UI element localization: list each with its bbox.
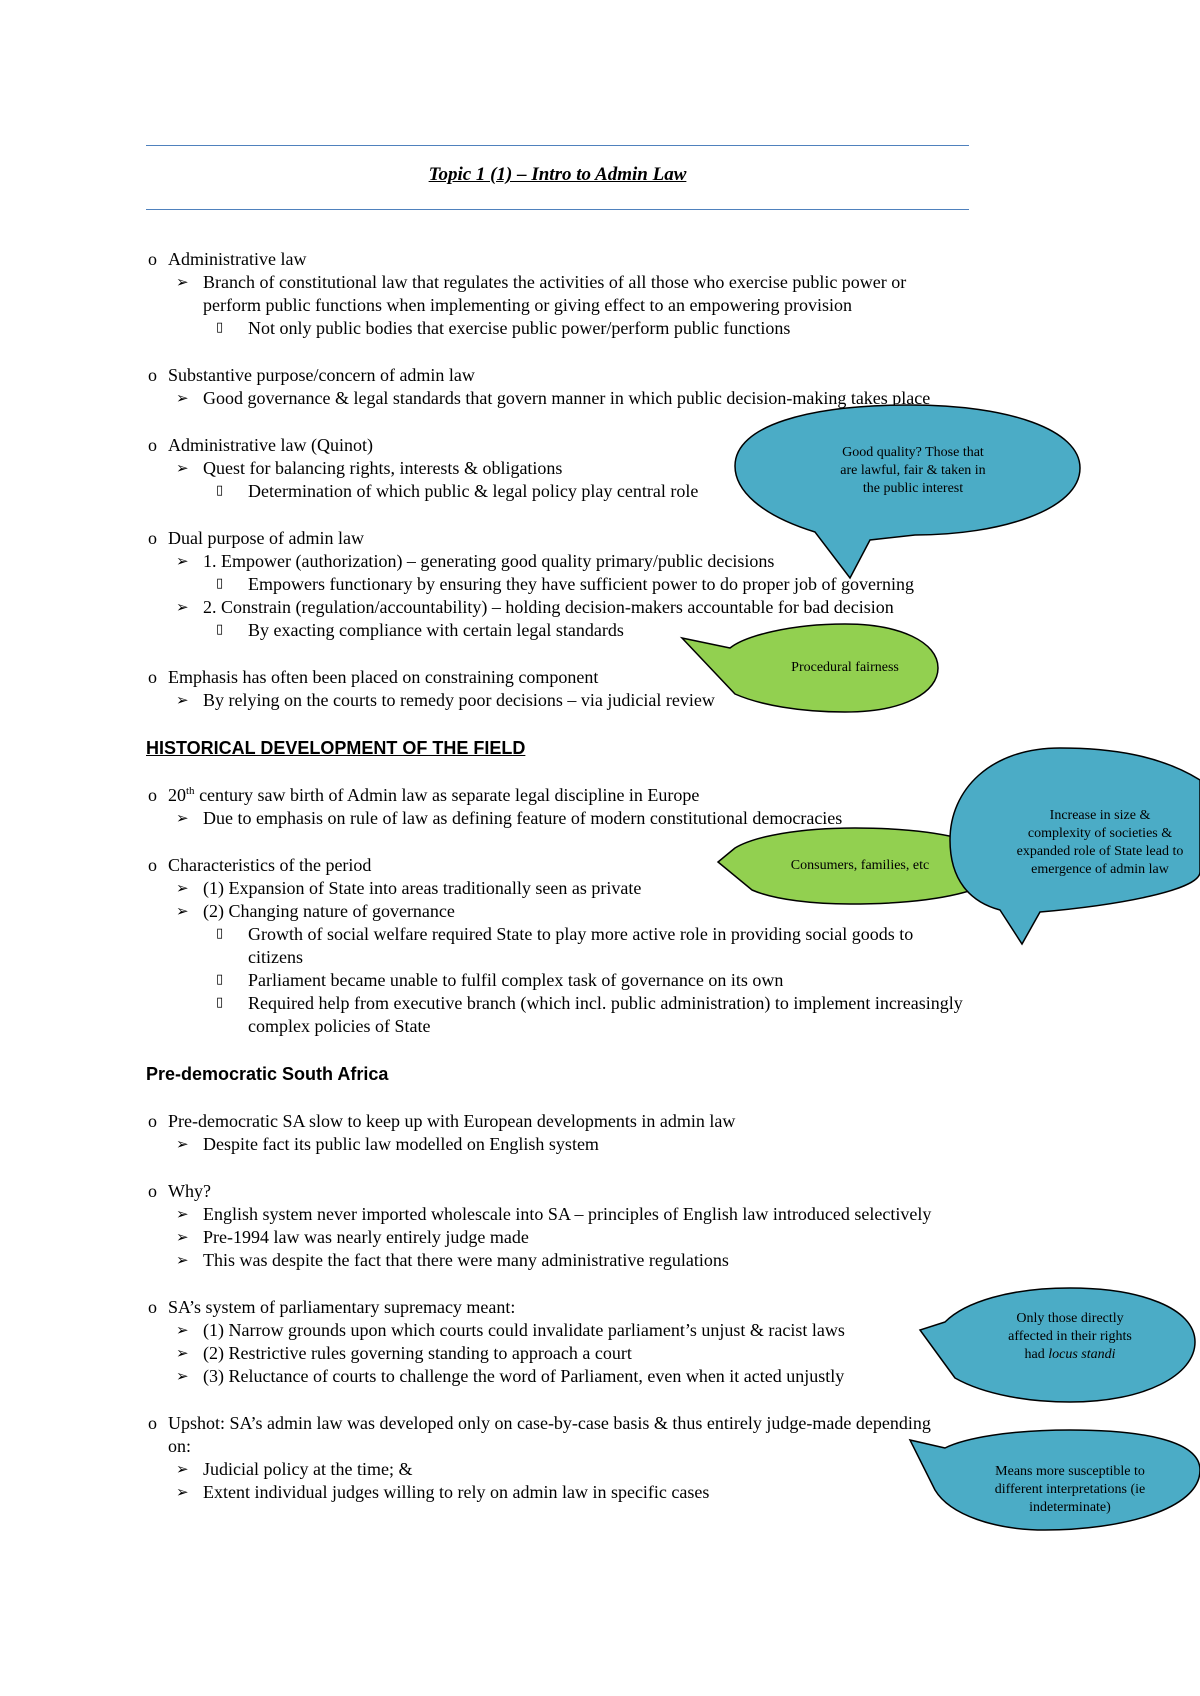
- bullet-l1: o: [148, 1297, 157, 1317]
- list-item: Administrative law (Quinot): [168, 435, 373, 455]
- callout-line: Procedural fairness: [791, 660, 899, 675]
- list-item: (2) Changing nature of governance: [203, 901, 455, 921]
- list-item: Good governance & legal standards that govern manner in which public decision-making takes place: [203, 388, 931, 408]
- list-item: Characteristics of the period: [168, 855, 372, 875]
- callout-line: emergence of admin law: [1031, 862, 1169, 877]
- bullet-l1: o: [148, 528, 157, 548]
- list-item: 2. Constrain (regulation/accountability) – holding decision-makers accountable for bad decision: [203, 597, 894, 617]
- callout-good-quality: [838, 444, 988, 498]
- callout-line: Only those directly: [1016, 1311, 1124, 1326]
- bullet-l3: ▯: [216, 622, 224, 637]
- bullet-l3: ▯: [216, 926, 224, 941]
- list-item: Determination of which public & legal policy play central role: [248, 481, 699, 501]
- century-suffix: th: [186, 785, 195, 797]
- list-item: Required help from executive branch (which incl. public administration) to implement increasingly: [248, 993, 963, 1013]
- list-item: Pre-1994 law was nearly entirely judge made: [203, 1227, 529, 1247]
- callout-line: expanded role of State lead to: [1016, 844, 1184, 859]
- list-item: Quest for balancing rights, interests & obligations: [203, 458, 563, 478]
- callout-line: the public interest: [862, 481, 964, 496]
- bullet-l3: ▯: [216, 576, 224, 591]
- bullet-l3: ▯: [216, 995, 224, 1010]
- callout-procedural-fairness: [760, 659, 930, 677]
- bullet-l2: ➢: [176, 552, 189, 570]
- list-item: Upshot: SA’s admin law was developed only on case-by-case basis & thus entirely judge-made depending: [168, 1413, 931, 1433]
- list-item: SA’s system of parliamentary supremacy meant:: [168, 1297, 516, 1317]
- bullet-l2: ➢: [176, 1460, 189, 1478]
- callout-line: Consumers, families, etc: [790, 858, 930, 873]
- list-item: Dual purpose of admin law: [168, 528, 364, 548]
- section-heading-historical: HISTORICAL DEVELOPMENT OF THE FIELD: [146, 738, 526, 758]
- list-item: This was despite the fact that there were many administrative regulations: [203, 1250, 729, 1270]
- callout-line: Increase in size &: [1049, 808, 1151, 823]
- bullet-l1: o: [148, 365, 157, 385]
- list-item: Extent individual judges willing to rely on admin law in specific cases: [203, 1482, 710, 1502]
- list-item: Branch of constitutional law that regulates the activities of all those who exercise public power or: [203, 272, 907, 292]
- callout-line: complexity of societies &: [1027, 826, 1173, 841]
- list-item: on:: [168, 1436, 192, 1456]
- callout-line: Means more susceptible to: [995, 1464, 1145, 1479]
- callout-line: are lawful, fair & taken in: [840, 463, 986, 478]
- bullet-l2: ➢: [176, 598, 189, 616]
- callout-locus-standi: [985, 1310, 1155, 1364]
- bullet-l2: ➢: [176, 273, 189, 291]
- list-item: Growth of social welfare required State to play more active role in providing social goods to: [248, 924, 914, 944]
- callout-indeterminate: [975, 1463, 1165, 1517]
- bullet-l1: o: [148, 785, 157, 805]
- bullet-l2: ➢: [176, 389, 189, 407]
- bullet-l1: o: [148, 1111, 157, 1131]
- callout-text-italic: locus standi: [1048, 1347, 1116, 1362]
- bullet-l2: ➢: [176, 1483, 189, 1501]
- list-item: Parliament became unable to fulfil complex task of governance on its own: [248, 970, 784, 990]
- bullet-l2: ➢: [176, 1251, 189, 1269]
- list-item: Empowers functionary by ensuring they have sufficient power to do proper job of governing: [248, 574, 914, 594]
- callout-line: affected in their rights: [1008, 1329, 1132, 1344]
- bullet-l2: ➢: [176, 1205, 189, 1223]
- list-item: Pre-democratic SA slow to keep up with European developments in admin law: [168, 1111, 736, 1131]
- bullet-l3: ▯: [216, 483, 224, 498]
- bullet-l2: ➢: [176, 1367, 189, 1385]
- bullet-l2: ➢: [176, 879, 189, 897]
- bullet-l2: ➢: [176, 1135, 189, 1153]
- bullet-l1: o: [148, 1181, 157, 1201]
- bullet-l2: ➢: [176, 1228, 189, 1246]
- list-item: Due to emphasis on rule of law as defining feature of modern constitutional democracies: [203, 808, 843, 828]
- list-item: Emphasis has often been placed on constraining component: [168, 667, 599, 687]
- list-item: English system never imported wholescale into SA – principles of English law introduced selectively: [203, 1204, 932, 1224]
- list-item: Administrative law: [168, 249, 307, 269]
- callout-text: had: [1024, 1347, 1049, 1362]
- bullet-l2: ➢: [176, 809, 189, 827]
- bullet-l1: o: [148, 667, 157, 687]
- bullet-l2: ➢: [176, 691, 189, 709]
- list-item: By exacting compliance with certain legal standards: [248, 620, 624, 640]
- bullet-l3: ▯: [216, 972, 224, 987]
- list-item: Judicial policy at the time; &: [203, 1459, 413, 1479]
- century-number: 20: [168, 785, 186, 805]
- list-item: Not only public bodies that exercise public power/perform public functions: [248, 318, 791, 338]
- list-item: By relying on the courts to remedy poor decisions – via judicial review: [203, 690, 715, 710]
- bullet-l2: ➢: [176, 1344, 189, 1362]
- century-text: century saw birth of Admin law as separate legal discipline in Europe: [194, 785, 700, 805]
- list-item: citizens: [248, 947, 303, 967]
- bullet-l2: ➢: [176, 1321, 189, 1339]
- callout-consumers: [770, 857, 950, 875]
- list-item: Despite fact its public law modelled on English system: [203, 1134, 599, 1154]
- page-title: Topic 1 (1) – Intro to Admin Law: [428, 164, 687, 185]
- list-item: (2) Restrictive rules governing standing to approach a court: [203, 1343, 632, 1363]
- list-item: (1) Expansion of State into areas traditionally seen as private: [203, 878, 642, 898]
- list-item: Substantive purpose/concern of admin law: [168, 365, 475, 385]
- callout-line: indeterminate): [1029, 1500, 1111, 1515]
- bullet-l1: o: [148, 1413, 157, 1433]
- bullet-l1: o: [148, 855, 157, 875]
- callout-line: Good quality? Those that: [842, 445, 984, 460]
- bullet-l1: o: [148, 435, 157, 455]
- bullet-l2: ➢: [176, 902, 189, 920]
- bullet-l1: o: [148, 249, 157, 269]
- list-item: (1) Narrow grounds upon which courts could invalidate parliament’s unjust & racist laws: [203, 1320, 845, 1340]
- callout-line: [985, 1346, 1155, 1364]
- bullet-l2: ➢: [176, 459, 189, 477]
- list-item: complex policies of State: [248, 1016, 431, 1036]
- list-item: 1. Empower (authorization) – generating good quality primary/public decisions: [203, 551, 775, 571]
- callout-increase-size: [1005, 807, 1195, 879]
- list-item: Why?: [168, 1181, 211, 1201]
- list-item: (3) Reluctance of courts to challenge the word of Parliament, even when it acted unjustly: [203, 1366, 845, 1386]
- section-heading-pre-democratic: Pre-democratic South Africa: [146, 1064, 389, 1084]
- list-item: perform public functions when implementing or giving effect to an empowering provision: [203, 295, 853, 315]
- callout-line: different interpretations (ie: [994, 1482, 1146, 1497]
- bullet-l3: ▯: [216, 320, 224, 335]
